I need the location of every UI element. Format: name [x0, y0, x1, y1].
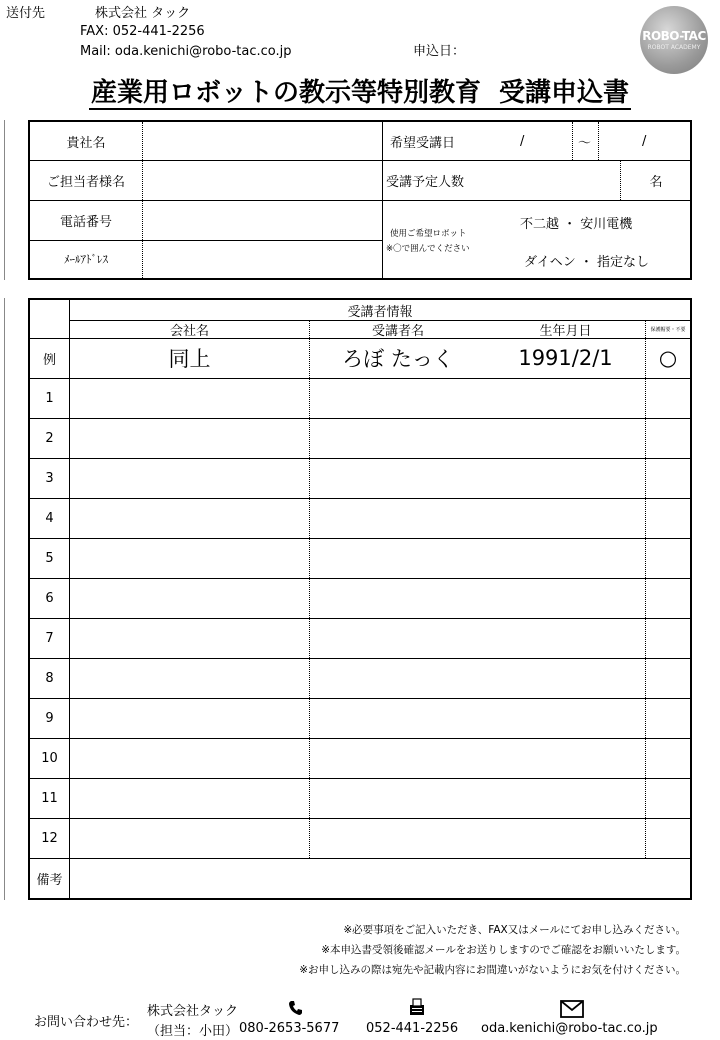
example-birth: 1991/2/1 [518, 346, 613, 370]
phone-icon [288, 1000, 304, 1020]
example-name: ろぼ たっく [342, 347, 454, 371]
company-label: 貴社名 [66, 135, 106, 151]
row-number: 6 [45, 590, 54, 606]
example-label: 例 [42, 352, 56, 368]
col-name: 受講者名 [371, 324, 424, 339]
side-rule-top [4, 120, 5, 280]
example-cert: ○ [658, 346, 678, 370]
robot-label: 使用ご希望ロボット [390, 229, 467, 239]
remarks-label: 備考 [36, 872, 63, 888]
row-number: 11 [41, 790, 58, 806]
phone-field[interactable] [143, 200, 381, 240]
group-header: 受講者情報 [347, 304, 413, 320]
robot-option-2[interactable]: ダイヘン ・ 指定なし [524, 255, 650, 270]
robot-hint: ※〇で囲んでください [386, 244, 470, 254]
col-cert: 保護帽要・不要 [650, 327, 686, 333]
title-text: 産業用ロボットの教示等特別教育 受講申込書 [90, 78, 630, 108]
date-slash-1: / [520, 133, 525, 149]
apply-date-label: 申込日： [413, 44, 466, 59]
col-company: 会社名 [169, 324, 209, 339]
row-number: 7 [45, 630, 54, 646]
date-slash-2: / [642, 133, 647, 149]
row-number: 10 [41, 750, 58, 766]
row-number: 5 [45, 550, 54, 566]
participants-table [28, 298, 692, 900]
company-field[interactable] [143, 122, 381, 160]
footer-fax[interactable]: 052-441-2256 [366, 1021, 459, 1036]
footer-tel[interactable]: 080-2653-5677 [239, 1021, 340, 1036]
mail-icon [560, 1000, 584, 1022]
remarks-field[interactable] [70, 859, 690, 898]
fax-icon [408, 998, 426, 1020]
row-number: 2 [45, 430, 54, 446]
count-label: 受講予定人数 [386, 174, 465, 190]
row-number: 4 [45, 510, 54, 526]
phone-label: 電話番号 [59, 214, 112, 230]
example-company: 同上 [168, 347, 211, 371]
applicant-form [28, 120, 692, 280]
date-label: 希望受講日 [390, 135, 456, 151]
col-birth: 生年月日 [539, 324, 592, 339]
email-label: ﾒｰﾙｱﾄﾞﾚｽ [64, 253, 108, 266]
note-line: ※お申し込みの際は宛先や記載内容にお間違いがないようにお気を付けください。 [299, 964, 686, 976]
note-line: ※必要事項をご記入いただき、FAX又はメールにてお申し込みください。 [343, 924, 686, 936]
row-number: 9 [45, 710, 54, 726]
recipient-company: 株式会社 タック [95, 6, 191, 21]
inquiry-label: お問い合わせ先： [34, 1015, 139, 1030]
robo-tac-logo [640, 6, 708, 74]
footer-email[interactable]: oda.kenichi@robo-tac.co.jp [481, 1021, 658, 1036]
contact-label: ご担当者様名 [46, 174, 125, 190]
date-tilde: ～ [578, 135, 592, 151]
robot-option-1[interactable]: 不二越 ・ 安川電機 [520, 217, 633, 232]
logo-subtext: ROBOT ACADEMY [647, 44, 701, 51]
notes [299, 920, 686, 980]
row-number: 1 [45, 390, 54, 406]
footer-person: （担当：小田） [147, 1024, 239, 1039]
recipient-fax: FAX: 052-441-2256 [80, 24, 205, 39]
side-rule-bottom [4, 298, 5, 900]
count-unit: 名 [649, 174, 663, 190]
recipient-mail: Mail: oda.kenichi@robo-tac.co.jp [80, 44, 292, 59]
row-number: 8 [45, 670, 54, 686]
participant-entry-area[interactable] [70, 379, 690, 858]
count-field[interactable] [530, 160, 618, 200]
row-number: 3 [45, 470, 54, 486]
page-title [0, 72, 720, 109]
email-field[interactable] [143, 240, 381, 278]
logo-text: ROBO-TAC [642, 29, 706, 43]
send-to-label: 送付先 [6, 6, 46, 21]
row-number: 12 [41, 830, 58, 846]
note-line: ※本申込書受領後確認メールをお送りしますのでご確認をお願いいたします。 [321, 944, 686, 956]
contact-field[interactable] [143, 160, 381, 200]
footer-company: 株式会社タック [147, 1004, 239, 1019]
